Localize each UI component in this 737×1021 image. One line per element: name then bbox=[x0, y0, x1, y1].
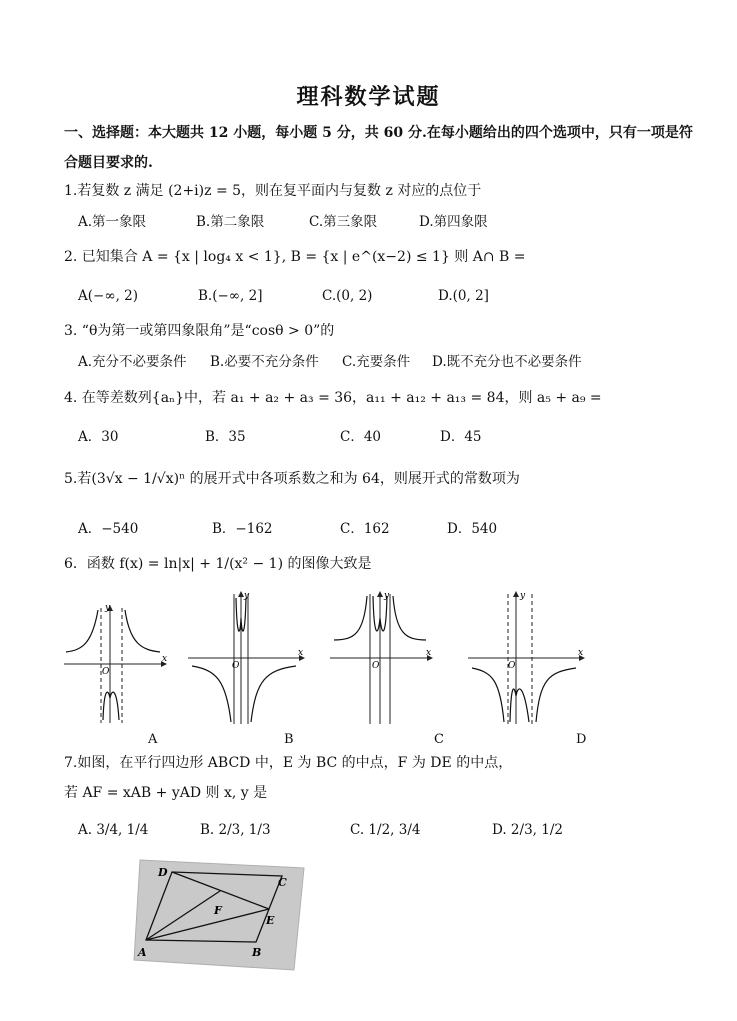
q4-option-d: D．45 bbox=[440, 429, 482, 445]
q6-b-origin-label: O bbox=[232, 661, 240, 671]
q6-label-a: A bbox=[148, 732, 158, 747]
q3-option-c: C.充要条件 bbox=[342, 354, 411, 370]
q1-option-d: D.第四象限 bbox=[419, 214, 488, 230]
q3-option-b: B.必要不充分条件 bbox=[210, 354, 319, 370]
q6-c-y-label: y bbox=[384, 591, 390, 601]
q5-option-c: C．162 bbox=[340, 521, 390, 537]
q6-c-origin-label: O bbox=[372, 661, 380, 671]
q6-graph-b bbox=[186, 588, 310, 728]
q7-point-d: D bbox=[158, 866, 168, 879]
question-6-stem: 6．函数 f(x) = ln|x| + 1/(x² − 1) 的图像大致是 bbox=[64, 556, 372, 572]
q6-d-x-label: x bbox=[578, 648, 584, 658]
q7-point-a: A bbox=[138, 946, 147, 959]
q7-option-a: A. 3/4, 1/4 bbox=[78, 822, 149, 838]
q7-point-b: B bbox=[252, 946, 262, 959]
q6-label-b: B bbox=[284, 732, 294, 747]
q6-graph-a bbox=[62, 598, 182, 728]
q4-option-b: B．35 bbox=[205, 429, 246, 445]
q4-option-c: C．40 bbox=[340, 429, 382, 445]
question-5-stem: 5.若(3√x − 1/√x)ⁿ 的展开式中各项系数之和为 64，则展开式的常数项为 bbox=[64, 471, 520, 487]
q5-option-d: D．540 bbox=[447, 521, 498, 537]
section-header-line2: 合题目要求的. bbox=[64, 155, 153, 171]
q7-parallelogram-figure bbox=[130, 856, 306, 972]
q7-option-b: B. 2/3, 1/3 bbox=[200, 822, 271, 838]
q6-label-c: C bbox=[434, 732, 444, 747]
q6-b-y-label: y bbox=[244, 591, 250, 601]
q7-point-c: C bbox=[278, 876, 287, 889]
q6-a-y-label: y bbox=[105, 603, 111, 613]
q7-point-f: F bbox=[214, 904, 222, 917]
q6-d-origin-label: O bbox=[508, 661, 516, 671]
q1-option-b: B.第二象限 bbox=[196, 214, 265, 230]
q5-option-b: B．−162 bbox=[212, 521, 273, 537]
q6-graph-c bbox=[328, 588, 438, 728]
q6-a-origin-label: O bbox=[102, 667, 110, 677]
q6-d-y-label: y bbox=[520, 591, 526, 601]
q7-option-d: D. 2/3, 1/2 bbox=[492, 822, 563, 838]
question-7-stem-line2: 若 AF = xAB + yAD 则 x, y 是 bbox=[64, 785, 268, 801]
q5-option-a: A．−540 bbox=[78, 521, 139, 537]
question-4-stem: 4. 在等差数列{aₙ}中，若 a₁ + a₂ + a₃ = 36，a₁₁ + a₁₂ + a₁₃ = 84，则 a₅ + a₉ = bbox=[64, 390, 602, 406]
q6-a-x-label: x bbox=[162, 654, 168, 664]
q3-option-d: D.既不充分也不必要条件 bbox=[432, 354, 582, 370]
q1-option-c: C.第三象限 bbox=[309, 214, 378, 230]
q7-option-c: C. 1/2, 3/4 bbox=[350, 822, 421, 838]
q2-option-a: A(−∞, 2) bbox=[78, 288, 139, 304]
page-title: 理科数学试题 bbox=[296, 84, 441, 110]
q6-graph-d bbox=[466, 588, 590, 728]
q2-option-c: C.(0, 2) bbox=[322, 288, 373, 304]
question-2-stem: 2. 已知集合 A = {x | log₄ x < 1}, B = {x | e^(x−2) ≤ 1} 则 A∩ B = bbox=[64, 249, 526, 265]
q1-option-a: A.第一象限 bbox=[78, 214, 147, 230]
q6-b-x-label: x bbox=[298, 648, 304, 658]
question-1-stem: 1.若复数 z 满足 (2+i)z = 5，则在复平面内与复数 z 对应的点位于 bbox=[64, 183, 482, 199]
q2-option-b: B.(−∞, 2] bbox=[198, 288, 263, 304]
q6-label-d: D bbox=[576, 732, 587, 747]
q3-option-a: A.充分不必要条件 bbox=[78, 354, 187, 370]
section-header-line1: 一、选择题：本大题共 12 小题，每小题 5 分，共 60 分.在每小题给出的四个选项中，只有一项是符 bbox=[64, 125, 693, 141]
q2-option-d: D.(0, 2] bbox=[438, 288, 489, 304]
q6-c-x-label: x bbox=[426, 648, 432, 658]
question-7-stem-line1: 7.如图，在平行四边形 ABCD 中，E 为 BC 的中点，F 为 DE 的中点， bbox=[64, 755, 513, 771]
q4-option-a: A．30 bbox=[78, 429, 119, 445]
q7-point-e: E bbox=[266, 914, 275, 927]
question-3-stem: 3. “θ为第一或第四象限角”是“cosθ > 0”的 bbox=[64, 323, 335, 339]
